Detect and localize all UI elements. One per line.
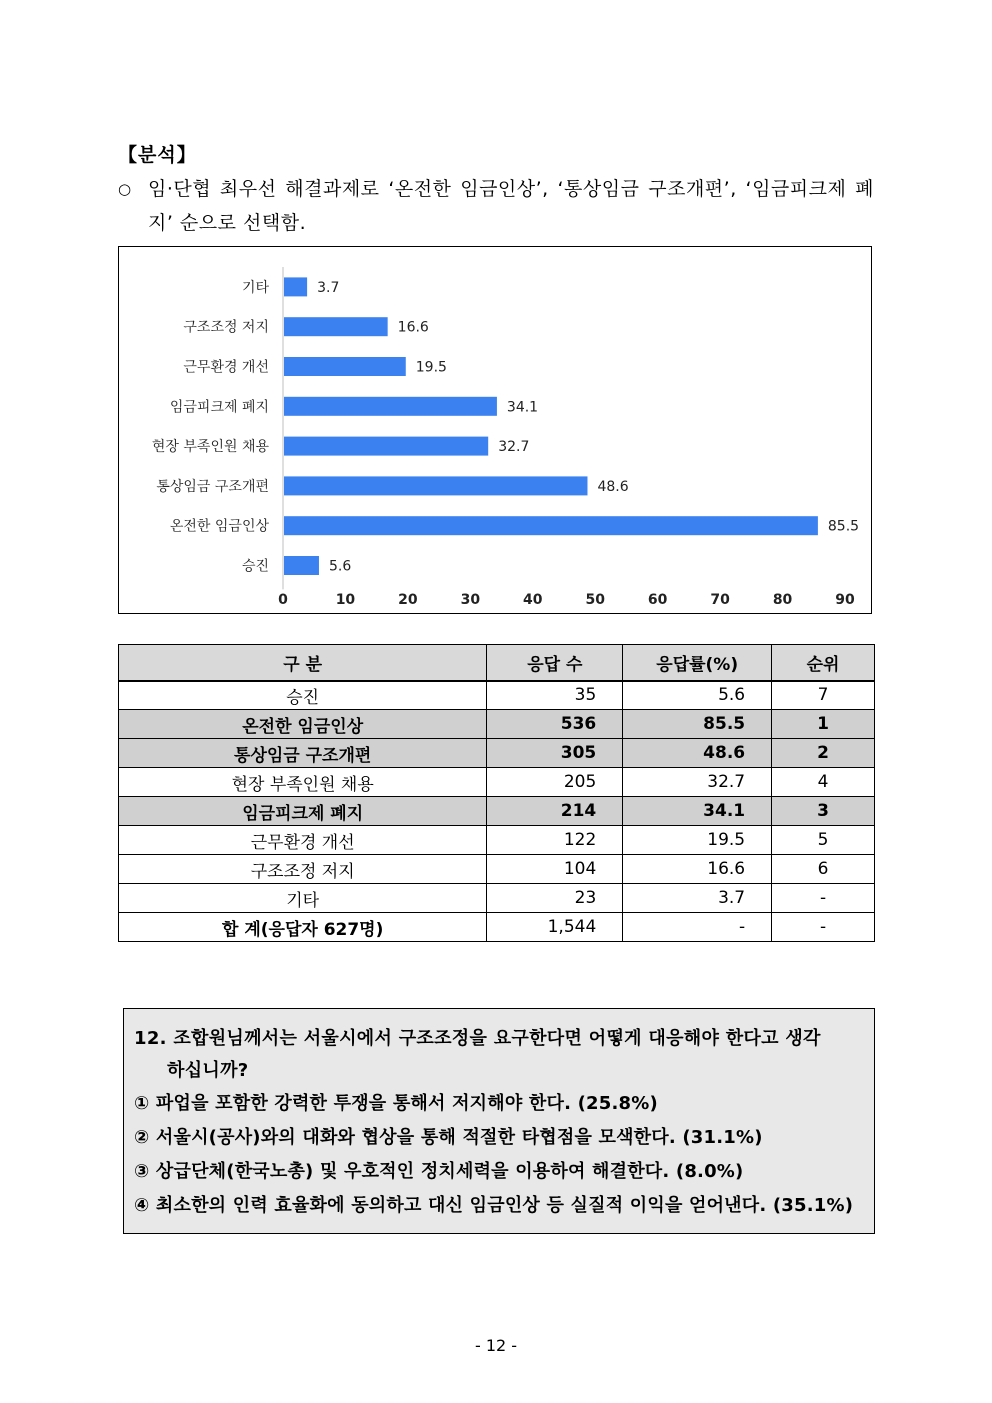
analysis-paragraph xyxy=(118,172,874,240)
cell-rate: 48.6 xyxy=(623,739,772,768)
table-row xyxy=(119,681,875,710)
bar-chart-svg xyxy=(119,247,871,613)
x-tick-label: 80 xyxy=(772,592,793,608)
cell-rate: 5.6 xyxy=(623,681,772,710)
x-tick-label: 90 xyxy=(835,592,855,608)
option-3-marker: ③ xyxy=(134,1161,150,1182)
total-count: 1,544 xyxy=(487,913,623,942)
x-tick-label: 30 xyxy=(460,592,481,608)
value-label: 19.5 xyxy=(415,359,447,376)
cell-count: 205 xyxy=(487,768,623,797)
question-line-1: 12. 조합원님께서는 서울시에서 구조조정을 요구한다면 어떻게 대응해야 한다고 생각 xyxy=(134,1028,821,1049)
bar xyxy=(284,476,587,495)
total-rank: - xyxy=(772,913,875,942)
cell-rate: 3.7 xyxy=(623,884,772,913)
x-tick-label: 10 xyxy=(335,592,356,608)
bar xyxy=(284,397,497,416)
bar xyxy=(284,437,488,456)
category-label: 현장 부족인원 채용 xyxy=(151,439,269,456)
value-label: 48.6 xyxy=(597,478,629,495)
question-box xyxy=(123,1008,875,1234)
cell-category: 통상임금 구조개편 xyxy=(119,739,487,768)
cell-count: 104 xyxy=(487,855,623,884)
value-label: 85.5 xyxy=(827,518,860,535)
question-text xyxy=(134,1023,862,1087)
bar-chart xyxy=(118,246,872,614)
table-row xyxy=(119,710,875,739)
cell-count: 35 xyxy=(487,681,623,710)
option-4-text: 최소한의 인력 효율화에 동의하고 대신 임금인상 등 실질적 이익을 얻어낸다. (35.1%) xyxy=(155,1195,854,1216)
option-2-text: 서울시(공사)와의 대화와 협상을 통해 적절한 타협점을 모색한다. (31.1%) xyxy=(155,1127,763,1148)
table-header-row xyxy=(119,645,875,681)
bar xyxy=(284,357,406,376)
value-label: 5.6 xyxy=(328,558,352,575)
section-title: 【분석】 xyxy=(118,144,197,166)
cell-rate: 85.5 xyxy=(623,710,772,739)
x-tick-label: 0 xyxy=(278,592,288,608)
cell-rank: 4 xyxy=(772,768,875,797)
analysis-text: 임·단협 최우선 해결과제로 ‘온전한 임금인상’, ‘통상임금 구조개편’, ‘임금피크제 폐지’ 순으로 선택함. xyxy=(148,178,874,234)
value-label: 16.6 xyxy=(397,319,429,336)
value-label: 3.7 xyxy=(317,279,340,296)
cell-rank: 6 xyxy=(772,855,875,884)
option-1 xyxy=(134,1087,862,1121)
response-table xyxy=(118,644,875,942)
bar xyxy=(284,277,307,296)
table-row xyxy=(119,855,875,884)
cell-count: 536 xyxy=(487,710,623,739)
table-row xyxy=(119,739,875,768)
cell-rate: 16.6 xyxy=(623,855,772,884)
option-1-marker: ① xyxy=(134,1093,150,1114)
cell-count: 214 xyxy=(487,797,623,826)
option-2 xyxy=(134,1121,862,1155)
header-count: 응답 수 xyxy=(487,645,623,681)
option-4 xyxy=(134,1189,862,1223)
option-4-marker: ④ xyxy=(134,1195,150,1216)
table-total-row xyxy=(119,913,875,942)
x-tick-label: 70 xyxy=(710,592,730,608)
table-row xyxy=(119,797,875,826)
cell-rank: 5 xyxy=(772,826,875,855)
cell-rate: 32.7 xyxy=(623,768,772,797)
cell-rank: - xyxy=(772,884,875,913)
cell-rank: 3 xyxy=(772,797,875,826)
category-label: 임금피크제 폐지 xyxy=(169,399,269,416)
total-rate: - xyxy=(623,913,772,942)
value-label: 32.7 xyxy=(498,439,530,456)
bar xyxy=(284,516,818,535)
cell-rate: 19.5 xyxy=(623,826,772,855)
option-3 xyxy=(134,1155,862,1189)
option-2-marker: ② xyxy=(134,1127,150,1148)
header-rank: 순위 xyxy=(772,645,875,681)
header-category: 구 분 xyxy=(119,645,487,681)
header-rate: 응답률(%) xyxy=(623,645,772,681)
cell-count: 23 xyxy=(487,884,623,913)
bar xyxy=(284,556,319,575)
category-label: 근무환경 개선 xyxy=(183,359,269,376)
cell-category: 온전한 임금인상 xyxy=(119,710,487,739)
cell-count: 122 xyxy=(487,826,623,855)
cell-rank: 2 xyxy=(772,739,875,768)
table-row xyxy=(119,884,875,913)
table-row xyxy=(119,768,875,797)
category-label: 통상임금 구조개편 xyxy=(156,478,269,495)
category-label: 기타 xyxy=(241,279,269,296)
cell-category: 기타 xyxy=(119,884,487,913)
page-number: - 12 - xyxy=(474,1336,518,1355)
cell-rate: 34.1 xyxy=(623,797,772,826)
x-tick-label: 50 xyxy=(585,592,605,608)
cell-category: 구조조정 저지 xyxy=(119,855,487,884)
cell-category: 임금피크제 폐지 xyxy=(119,797,487,826)
x-tick-label: 20 xyxy=(398,592,418,608)
category-label: 온전한 임금인상 xyxy=(169,518,269,535)
bullet-icon: ○ xyxy=(118,180,132,198)
cell-count: 305 xyxy=(487,739,623,768)
cell-rank: 7 xyxy=(772,681,875,710)
value-label: 34.1 xyxy=(506,399,539,416)
cell-category: 승진 xyxy=(119,681,487,710)
table-row xyxy=(119,826,875,855)
question-line-2: 하십니까? xyxy=(167,1060,249,1081)
category-label: 승진 xyxy=(241,558,269,575)
cell-category: 현장 부족인원 채용 xyxy=(119,768,487,797)
x-tick-label: 40 xyxy=(523,592,543,608)
category-label: 구조조정 저지 xyxy=(183,319,269,336)
cell-category: 근무환경 개선 xyxy=(119,826,487,855)
x-tick-label: 60 xyxy=(647,592,668,608)
option-3-text: 상급단체(한국노총) 및 우호적인 정치세력을 이용하여 해결한다. (8.0%) xyxy=(155,1161,744,1182)
total-category: 합 계(응답자 627명) xyxy=(119,913,487,942)
bar xyxy=(284,317,388,336)
option-1-text: 파업을 포함한 강력한 투쟁을 통해서 저지해야 한다. (25.8%) xyxy=(155,1093,658,1114)
cell-rank: 1 xyxy=(772,710,875,739)
